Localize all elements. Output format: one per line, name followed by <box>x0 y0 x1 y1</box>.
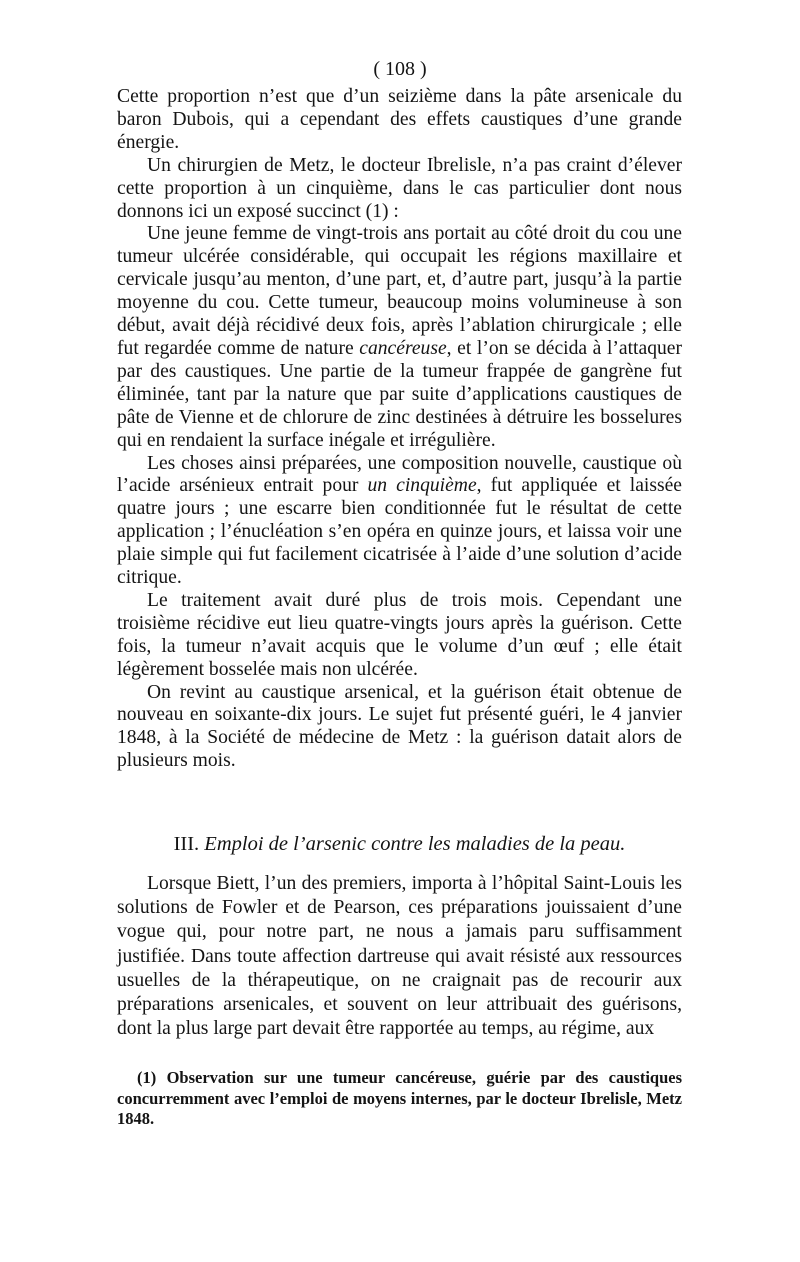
footnote-text: (1) Observation sur une tumeur cancéreuse, guérie par des caustiques concurremment avec l’emploi de moyens internes, par le docteur Ibrelisle, Metz 1848. <box>117 1068 682 1128</box>
footnote <box>117 1068 682 1130</box>
paragraph: Lorsque Biett, l’un des premiers, importa à l’hôpital Saint-Louis les solutions de Fowler et de Pearson, ces préparations jouissaient d’une vogue qui, pour notre part, ne nous a jamais paru suffisamment justifiée. Dans toute affection dartreuse qui avait résisté aux ressources usuelles de la thérapeutique, on ne craignait pas de recourir aux préparations arsenicales, et souvent on leur attribuait des guérisons, dont la plus large part devait être rapportée au temps, au régime, aux <box>117 873 682 1040</box>
paragraph: On revint au caustique arsenical, et la guérison était obtenue de nouveau en soixante-dix jours. Le sujet fut présenté guéri, le 4 janvier 1848, à la Société de médecine de Metz : la guérison datait alors de plusieurs mois. <box>117 681 682 772</box>
page-number: ( 108 ) <box>373 58 427 80</box>
emphasis: un cinquième <box>367 475 477 497</box>
text-run: Les choses ainsi préparées, une composition nouvelle, caustique où l’acide arsénieux entrait pour <box>117 452 682 497</box>
paragraph <box>117 223 682 452</box>
text-run: , et l’on se décida à l’attaquer par des caustiques. Une partie de la tumeur frappée de gangrène fut éliminée, tant par la nature que par suite d’applications caustiques de pâte de Vienne et de chlorure de zinc destinées à détruire les bosselures qui en rendaient la surface inégale et irrégulière. <box>117 337 683 451</box>
section-text <box>117 872 682 1041</box>
paragraph: Le traitement avait duré plus de trois mois. Cependant une troisième récidive eut lieu quatre-vingts jours après la guérison. Cette fois, la tumeur n’avait acquis que le volume d’un œuf ; elle était légèrement bosselée mais non ulcérée. <box>117 589 682 680</box>
section-number: III. <box>173 833 205 855</box>
section-heading <box>117 833 682 856</box>
emphasis: cancéreuse <box>359 337 447 359</box>
paragraph: Un chirurgien de Metz, le docteur Ibrelisle, n’a pas craint d’élever cette proportion à un cinquième, dans le cas particulier dont nous donnons ici un exposé succinct (1) : <box>117 154 682 222</box>
text-run: , fut appliquée et laissée quatre jours ; une escarre bien conditionnée fut le résultat de cette application ; l’énucléation s’en opéra en quinze jours, et laissa voir une plaie simple qui fut facilement cicatrisée à l’aide d’une solution d’acide citrique. <box>117 475 683 589</box>
paragraph <box>117 453 682 590</box>
main-text <box>117 86 682 773</box>
section-title: Emploi de l’arsenic contre les maladies de la peau. <box>204 833 626 855</box>
text-run: Une jeune femme de vingt-trois ans portait au côté droit du cou une tumeur ulcérée considérable, qui occupait les régions maxillaire et cervicale jusqu’au menton, d’une part, et, d’autre part, jusqu’à la partie moyenne du cou. Cette tumeur, beaucoup moins volumineuse à son début, avait déjà récidivé deux fois, après l’ablation chirurgicale ; elle fut regardée comme de nature <box>117 223 682 359</box>
paragraph: Cette proportion n’est que d’un seizième dans la pâte arsenicale du baron Dubois, qui a cependant des effets caustiques d’une grande énergie. <box>117 86 682 153</box>
